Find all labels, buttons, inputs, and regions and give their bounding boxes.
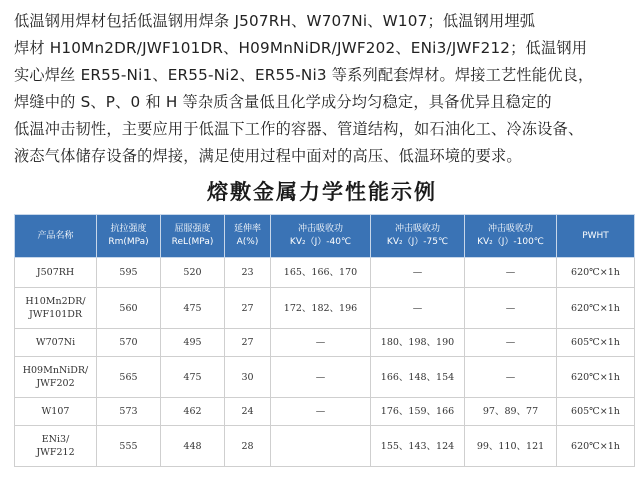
cell-product-name: H10Mn2DR/ JWF101DR [15, 288, 97, 329]
header-elongation: 延伸率 A(%) [225, 215, 271, 258]
cell-rel: 475 [161, 288, 225, 329]
header-tensile-strength: 抗拉强度 Rm(MPa) [97, 215, 161, 258]
intro-line: 液态气体储存设备的焊接，满足使用过程中面对的高压、低温环境的要求。 [14, 147, 522, 165]
cell-kv40: — [271, 357, 371, 398]
cell-kv75: — [371, 258, 465, 288]
cell-kv100: — [465, 329, 557, 357]
cell-pwht: 620℃×1h [557, 357, 635, 398]
cell-kv75: 166、148、154 [371, 357, 465, 398]
intro-paragraph [14, 8, 634, 170]
cell-product-name: ENi3/ JWF212 [15, 426, 97, 467]
table-row [15, 398, 635, 426]
cell-rm: 565 [97, 357, 161, 398]
cell-product-name: W707Ni [15, 329, 97, 357]
intro-line: 焊材 H10Mn2DR/JWF101DR、H09MnNiDR/JWF202、ENi3/JWF212；低温钢用 [14, 39, 588, 57]
cell-rel: 448 [161, 426, 225, 467]
cell-rm: 570 [97, 329, 161, 357]
table-row [15, 288, 635, 329]
cell-rm: 555 [97, 426, 161, 467]
table-header-row [15, 215, 635, 258]
intro-line: 低温冲击韧性，主要应用于低温下工作的容器、管道结构，如石油化工、冷冻设备、 [14, 120, 584, 138]
cell-pwht: 620℃×1h [557, 426, 635, 467]
cell-product-name: W107 [15, 398, 97, 426]
cell-kv40: — [271, 329, 371, 357]
cell-elongation: 23 [225, 258, 271, 288]
table-row [15, 329, 635, 357]
cell-kv75: 176、159、166 [371, 398, 465, 426]
cell-elongation: 28 [225, 426, 271, 467]
cell-kv100: — [465, 288, 557, 329]
table-row [15, 426, 635, 467]
cell-kv40 [271, 426, 371, 467]
intro-line: 焊缝中的 S、P、0 和 H 等杂质含量低且化学成分均匀稳定，具备优异且稳定的 [14, 93, 552, 111]
cell-rm: 595 [97, 258, 161, 288]
header-impact-100: 冲击吸收功 KV₂（J）-100℃ [465, 215, 557, 258]
cell-product-name: J507RH [15, 258, 97, 288]
cell-elongation: 30 [225, 357, 271, 398]
cell-elongation: 27 [225, 329, 271, 357]
cell-rel: 520 [161, 258, 225, 288]
header-impact-75: 冲击吸收功 KV₂（J）-75℃ [371, 215, 465, 258]
cell-kv100: — [465, 357, 557, 398]
cell-rel: 495 [161, 329, 225, 357]
table-row [15, 357, 635, 398]
cell-pwht: 605℃×1h [557, 329, 635, 357]
cell-elongation: 27 [225, 288, 271, 329]
cell-kv75: 180、198、190 [371, 329, 465, 357]
cell-kv40: 172、182、196 [271, 288, 371, 329]
cell-pwht: 605℃×1h [557, 398, 635, 426]
properties-table [14, 214, 635, 467]
cell-pwht: 620℃×1h [557, 288, 635, 329]
cell-kv100: — [465, 258, 557, 288]
header-yield-strength: 屈服强度 ReL(MPa) [161, 215, 225, 258]
cell-product-name: H09MnNiDR/ JWF202 [15, 357, 97, 398]
section-title: 熔敷金属力学性能示例 [207, 180, 437, 204]
cell-kv40: 165、166、170 [271, 258, 371, 288]
header-pwht: PWHT [557, 215, 635, 258]
cell-elongation: 24 [225, 398, 271, 426]
header-product-name: 产品名称 [15, 215, 97, 258]
header-impact-40: 冲击吸收功 KV₂（J）-40℃ [271, 215, 371, 258]
cell-kv75: — [371, 288, 465, 329]
cell-rel: 462 [161, 398, 225, 426]
cell-rm: 573 [97, 398, 161, 426]
cell-kv100: 99、110、121 [465, 426, 557, 467]
intro-line: 低温钢用焊材包括低温钢用焊条 J507RH、W707Ni、W107；低温钢用埋弧 [14, 12, 536, 30]
cell-rel: 475 [161, 357, 225, 398]
cell-kv75: 155、143、124 [371, 426, 465, 467]
cell-rm: 560 [97, 288, 161, 329]
intro-line: 实心焊丝 ER55-Ni1、ER55-Ni2、ER55-Ni3 等系列配套焊材。焊接工艺性能优良， [14, 66, 594, 84]
cell-kv100: 97、89、77 [465, 398, 557, 426]
cell-pwht: 620℃×1h [557, 258, 635, 288]
table-row [15, 258, 635, 288]
cell-kv40: — [271, 398, 371, 426]
